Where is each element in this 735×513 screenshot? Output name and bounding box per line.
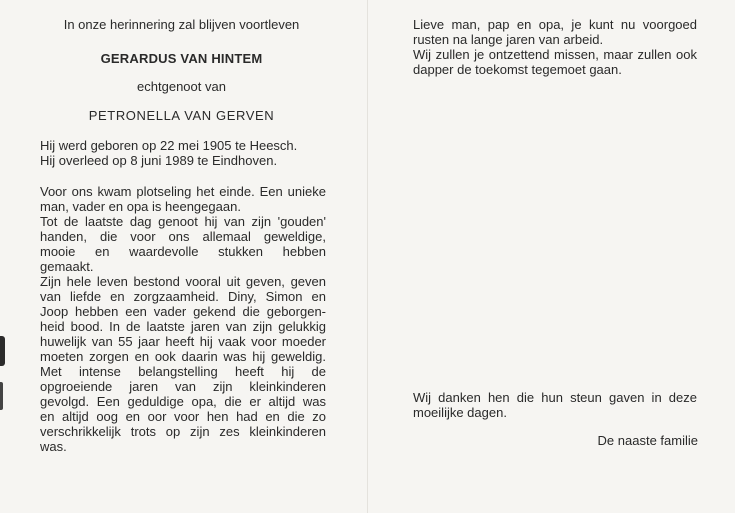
text-line: heid bood. In de laatste jaren van zijn gelukkig: [40, 319, 326, 334]
intro-line: In onze herinnering zal blijven voortleven: [63, 17, 300, 32]
text-line: en altijd oog en oor voor hen had en die zo: [40, 409, 326, 424]
text-line: Met intense belangstelling heeft hij de: [40, 364, 326, 379]
deceased-name: GERARDUS VAN HINTEM: [100, 51, 263, 66]
thanks-line: Wij danken hen die hun steun gaven in deze: [413, 390, 697, 405]
card-fold: [367, 0, 368, 513]
text-line: opgroeiende jaren van zijn kleinkinderen: [40, 379, 326, 394]
text-line: moeten zorgen en ook daarin was hij geweldig.: [40, 349, 326, 364]
born-line: Hij werd geboren op 22 mei 1905 te Heesch.: [40, 138, 298, 153]
signature: De naaste familie: [597, 433, 698, 448]
text-line: gemaakt.: [40, 259, 94, 274]
text-line: handen, die voor ons allemaal geweldige,: [40, 229, 326, 244]
died-line: Hij overleed op 8 juni 1989 te Eindhoven.: [40, 153, 278, 168]
farewell-line: Lieve man, pap en opa, je kunt nu voorgoed: [413, 17, 697, 32]
text-line: huwelijk van 55 jaar heeft hij vaak voor moeder: [40, 334, 326, 349]
text-line: Joop hebben een vader gekend die geborgen-: [40, 304, 326, 319]
text-line: gevolgd. Een geduldige opa, die er altijd was: [40, 394, 326, 409]
text-line: mooie en waardevolle stukken hebben: [40, 244, 326, 259]
farewell-line: rusten na lange jaren van arbeid.: [413, 32, 604, 47]
farewell-line: dapper de toekomst tegemoet gaan.: [413, 62, 622, 77]
text-line: Tot de laatste dag genoot hij van zijn 'gouden': [40, 214, 326, 229]
text-line: van liefde en zorgzaamheid. Diny, Simon en: [40, 289, 326, 304]
relation-line: echtgenoot van: [137, 79, 226, 94]
binder-clip-mark-lower: [0, 382, 3, 410]
text-line: was.: [40, 439, 67, 454]
thanks-line: moeilijke dagen.: [413, 405, 507, 420]
text-line: Zijn hele leven bestond vooral uit geven, geven: [40, 274, 326, 289]
text-line: man, vader en opa is heengegaan.: [40, 199, 241, 214]
farewell-line: Wij zullen je ontzettend missen, maar zullen ook: [413, 47, 697, 62]
spouse-name: PETRONELLA VAN GERVEN: [88, 108, 275, 123]
binder-clip-mark: [0, 336, 5, 366]
text-line: verschrikkelijk trots op zijn zes kleinkinderen: [40, 424, 326, 439]
text-line: Voor ons kwam plotseling het einde. Een unieke: [40, 184, 326, 199]
